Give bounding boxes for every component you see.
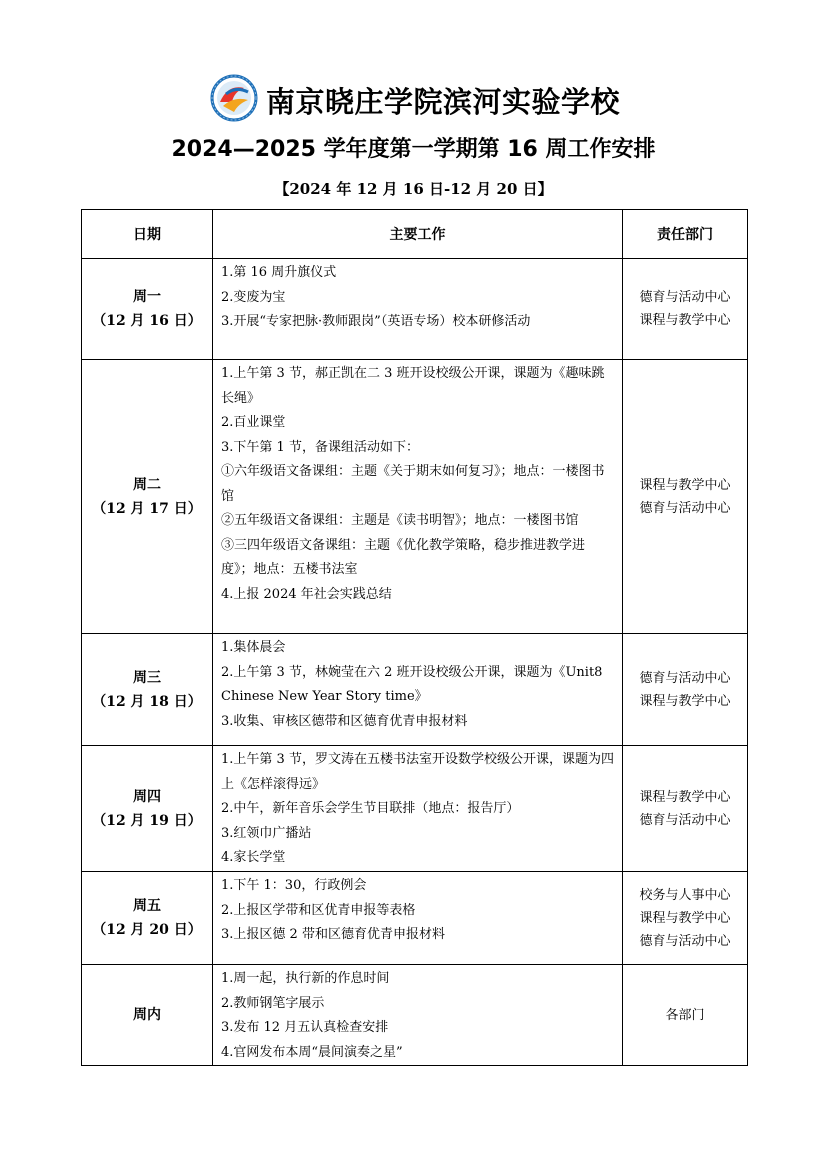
task-item: 1.周一起，执行新的作息时间 (221, 971, 390, 986)
department-name: 德育与活动中心 (639, 933, 731, 949)
department-name: 课程与教学中心 (639, 313, 731, 328)
day-date: （12 月 20 日） (92, 922, 202, 938)
table-row (82, 259, 748, 360)
document-title: 2024—2025 学年度第一学期第 16 周工作安排 (171, 137, 656, 162)
task-item: 2.变废为宝 (221, 289, 286, 305)
day-name: 周二 (133, 476, 161, 493)
date-range: 【2024 年 12 月 16 日-12 月 20 日】 (274, 180, 553, 198)
table-row (82, 746, 748, 872)
day-cell (82, 746, 213, 872)
department-cell (623, 259, 748, 360)
tasks-cell (213, 259, 623, 360)
task-item: 2.上午第 3 节，林婉莹在六 2 班开设校级公开课，课题为《Unit8 Chinese New Year Story time》 (221, 664, 603, 704)
department-cell (623, 634, 748, 746)
day-cell (82, 360, 213, 634)
table-header-row (82, 210, 748, 259)
tasks-cell (213, 360, 623, 634)
department-name: 课程与教学中心 (639, 477, 731, 493)
department-name: 德育与活动中心 (639, 500, 731, 516)
day-name: 周五 (133, 898, 161, 914)
task-item: ③三四年级语文备课组：主题《优化教学策略，稳步推进教学进度》；地点：五楼书法室 (221, 537, 586, 577)
task-item: 4.家长学堂 (221, 850, 286, 865)
school-heading (210, 74, 640, 122)
day-name: 周内 (133, 1007, 161, 1023)
task-item: ①六年级语文备课组：主题《关于期末如何复习》；地点：一楼图书馆 (221, 464, 605, 504)
task-item: 1.第 16 周升旗仪式 (221, 265, 337, 280)
day-name: 周三 (133, 669, 161, 686)
school-logo-icon (210, 74, 258, 122)
column-header-tasks: 主要工作 (213, 210, 623, 259)
task-item: 3.上报区德 2 带和区德育优青申报材料 (221, 927, 445, 942)
department-name: 课程与教学中心 (639, 789, 731, 805)
task-item: 1.上午第 3 节，罗文涛在五楼书法室开设数学校级公开课，课题为四上《怎样滚得远》 (221, 752, 614, 792)
task-item: 2.教师钢笔字展示 (221, 995, 325, 1011)
task-item: 1.集体晨会 (221, 640, 286, 655)
weekly-schedule-table (81, 209, 748, 1066)
school-name: 南京晓庄学院滨河实验学校 (266, 85, 621, 119)
task-item: 4.上报 2024 年社会实践总结 (221, 586, 392, 602)
department-name: 课程与教学中心 (639, 910, 731, 926)
tasks-cell (213, 965, 623, 1066)
department-cell (623, 872, 748, 965)
task-item: 3.开展“专家把脉·教师跟岗”（英语专场）校本研修活动 (221, 314, 531, 329)
task-item: 3.红领巾广播站 (221, 825, 312, 841)
tasks-cell (213, 634, 623, 746)
task-item: 4.官网发布本周“晨间演奏之星” (221, 1044, 403, 1060)
task-item: 2.中午，新年音乐会学生节目联排（地点：报告厅） (221, 801, 520, 816)
department-name: 德育与活动中心 (639, 670, 731, 686)
task-item: 2.上报区学带和区优青申报等表格 (221, 902, 416, 918)
day-date: （12 月 18 日） (92, 693, 202, 710)
column-header-department: 责任部门 (623, 210, 748, 259)
tasks-cell (213, 872, 623, 965)
day-name: 周四 (133, 788, 161, 805)
day-date: （12 月 17 日） (92, 500, 202, 517)
department-name: 课程与教学中心 (639, 693, 731, 709)
department-cell (623, 746, 748, 872)
table-row (82, 965, 748, 1066)
table-row (82, 360, 748, 634)
task-item: ②五年级语文备课组：主题是《读书明智》；地点：一楼图书馆 (221, 513, 579, 528)
department-name: 校务与人事中心 (639, 887, 731, 903)
day-date: （12 月 19 日） (92, 812, 202, 829)
day-cell (82, 872, 213, 965)
task-item: 3.下午第 1 节，备课组活动如下： (221, 439, 419, 455)
task-item: 1.上午第 3 节，郝正凯在二 3 班开设校级公开课，课题为《趣味跳长绳》 (221, 366, 605, 406)
department-name: 德育与活动中心 (639, 812, 731, 828)
day-cell (82, 259, 213, 360)
department-name: 德育与活动中心 (639, 290, 731, 305)
department-cell (623, 965, 748, 1066)
column-header-date: 日期 (82, 210, 213, 259)
day-cell (82, 965, 213, 1066)
table-row (82, 872, 748, 965)
day-date: （12 月 16 日） (92, 313, 202, 329)
table-row (82, 634, 748, 746)
department-name: 各部门 (665, 1007, 705, 1023)
day-name: 周一 (133, 289, 161, 305)
task-item: 3.收集、审核区德带和区德育优青申报材料 (221, 713, 468, 729)
task-item: 2.百业课堂 (221, 415, 286, 430)
tasks-cell (213, 746, 623, 872)
task-item: 3.发布 12 月五认真检查安排 (221, 1020, 389, 1035)
department-cell (623, 360, 748, 634)
day-cell (82, 634, 213, 746)
task-item: 1.下午 1：30，行政例会 (221, 878, 367, 893)
